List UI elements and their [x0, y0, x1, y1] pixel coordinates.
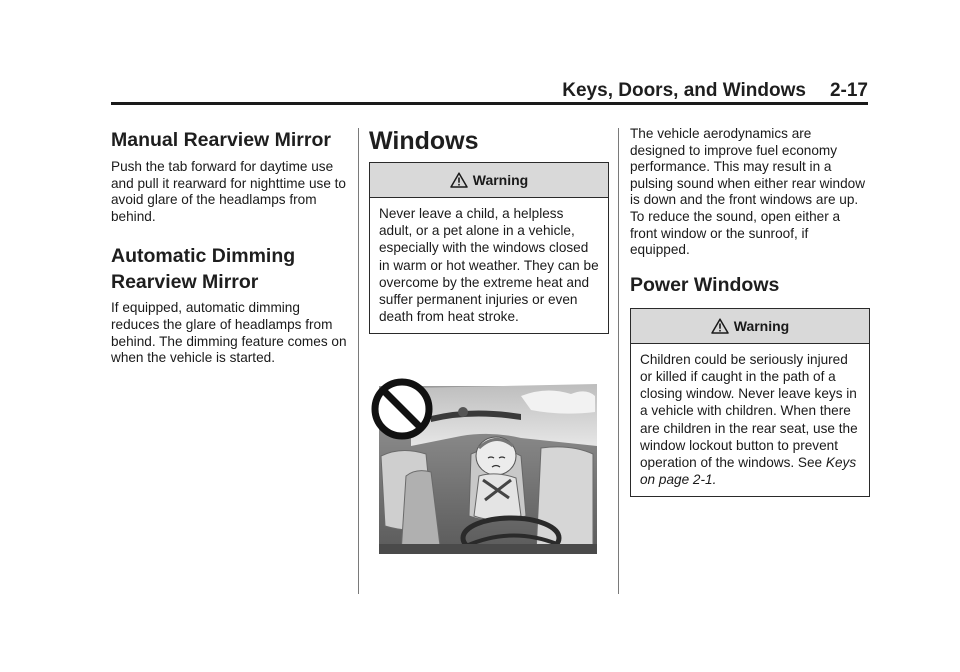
heading-power-windows: Power Windows [630, 273, 780, 296]
warning-box-power-windows [630, 308, 870, 498]
child-in-car-illustration [371, 376, 597, 554]
warning-triangle-icon [450, 172, 468, 188]
warning-label: Warning [733, 317, 790, 334]
warning-body-text: Children could be seriously injured or killed if caught in the path of a closing window. Never leave keys in a vehicle with children. When there are children in the rear seat, use the window lockout button to prevent operation of the windows. See [640, 351, 858, 470]
heading-line-1: Automatic Dimming [111, 245, 296, 268]
paragraph-manual-mirror: Push the tab forward for daytime use and pull it rearward for nighttime use to avoid glare of the headlamps from behind. [111, 159, 346, 224]
link-keys-page[interactable]: Keys on page 2-1 [640, 454, 857, 488]
warning-triangle-icon [711, 318, 729, 334]
warning-label: Warning [472, 172, 529, 188]
page-number: 2-17 [829, 80, 868, 101]
column-left [111, 126, 351, 367]
warning-text: Never leave a child, a helpless adult, or a pet alone in a vehicle, especially with the windows closed in warm or hot weather. They can be overcome by the extreme heat and suffer permanent injuries or even death from heat stroke. [379, 206, 599, 325]
warning-text [631, 344, 869, 497]
column-right [630, 126, 870, 497]
warning-box-children [369, 162, 609, 334]
heading-windows: Windows [369, 127, 479, 155]
heading-automatic-dimming [111, 243, 351, 295]
warning-header [631, 309, 869, 344]
heading-manual-rearview-mirror: Manual Rearview Mirror [111, 129, 331, 151]
warning-header [370, 163, 608, 198]
header-rule [111, 102, 868, 105]
heading-line-2: Rearview Mirror [111, 271, 259, 294]
prohibition-icon [375, 382, 429, 436]
header-section-title: Keys, Doors, and Windows [562, 80, 806, 101]
column-divider-1 [358, 128, 359, 594]
column-middle [369, 126, 609, 334]
paragraph-automatic-dimming: If equipped, automatic dimming reduces the glare of headlamps from behind. The dimming feature comes on when the vehicle is started. [111, 300, 347, 366]
column-divider-2 [618, 128, 619, 594]
warning-end-period: . [712, 472, 717, 488]
paragraph-aerodynamics: The vehicle aerodynamics are designed to improve fuel economy performance. This may result in a pulsing sound when either rear window is down and the front windows are up. To reduce the sound, open either a front window or the sunroof, if equipped. [630, 126, 866, 258]
